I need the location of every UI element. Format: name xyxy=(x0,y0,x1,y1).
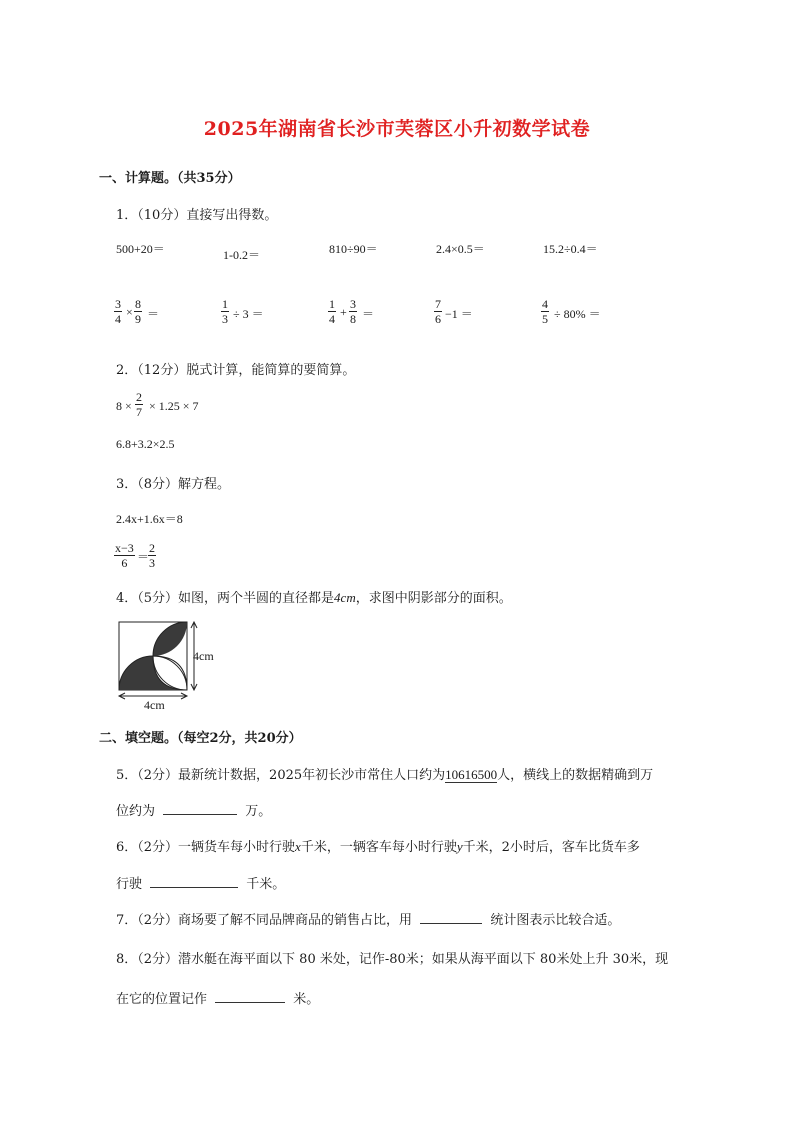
fraction: $\frac{3}{4}$ xyxy=(115,297,121,326)
shaded-region xyxy=(153,622,187,656)
question-3-label: 3．（8分）解方程。 xyxy=(116,477,231,492)
question-6-line2: 行驶 千米。 xyxy=(116,877,286,892)
answer-blank[interactable] xyxy=(163,814,237,815)
question-1-label: 1．（10分）直接写出得数。 xyxy=(116,208,278,223)
fraction: $\frac{4}{5}$ xyxy=(542,297,548,326)
fraction: $\frac{7}{6}$ xyxy=(435,297,441,326)
question-6-line1: 6．（2分）一辆货车每小时行驶x千米，一辆客车每小时行驶y千米，2小时后，客车比货车多 xyxy=(116,839,640,855)
question-2-label: 2．（12分）脱式计算，能简算的要简算。 xyxy=(116,363,356,378)
equation-1: 2.4x+1.6x＝8 xyxy=(116,512,183,526)
page-title: 2025年湖南省长沙市芙蓉区小升初数学试卷 xyxy=(203,118,591,140)
answer-blank[interactable] xyxy=(420,923,482,924)
question-7: 7．（2分）商场要了解不同品牌商品的销售占比，用 统计图表示比较合适。 xyxy=(116,913,621,928)
expression-2: 6.8+3.2×2.5 xyxy=(116,437,175,451)
dimension-label-height: 4cm xyxy=(193,649,214,663)
question-8-line1: 8．（2分）潜水艇在海平面以下 80 米处，记作-80米；如果从海平面以下 80米处上升 30米，现 xyxy=(116,952,669,967)
fraction: $\frac{x-3}{6}$ xyxy=(115,541,134,570)
section-heading-fill: 二、填空题。（每空2分，共20分） xyxy=(99,731,302,746)
fraction: $\frac{1}{3}$ xyxy=(222,297,228,326)
answer-blank[interactable] xyxy=(150,887,238,888)
calc-item: 1-0.2＝ xyxy=(223,248,260,262)
question-8-line2: 在它的位置记作 米。 xyxy=(116,992,320,1007)
answer-blank[interactable] xyxy=(215,1002,285,1003)
fraction: $\frac{1}{4}$ xyxy=(329,297,335,326)
fraction: $\frac{8}{9}$ xyxy=(135,297,141,326)
calc-item: 500+20＝ xyxy=(116,242,165,256)
fraction: $\frac{2}{7}$ xyxy=(136,390,142,419)
dimension-label-width: 4cm xyxy=(144,698,165,712)
question-4-label: 4．（5分）如图，两个半圆的直径都是4cm，求图中阴影部分的面积。 xyxy=(116,590,512,606)
calc-item: 810÷90＝ xyxy=(329,242,378,256)
fraction: $\frac{3}{8}$ xyxy=(350,297,356,326)
question-5-line1: 5．（2分）最新统计数据，2025年初长沙市常住人口约为10616500人，横线上的数据精确到万 xyxy=(116,767,654,783)
section-heading-calc: 一、计算题。（共35分） xyxy=(99,171,241,186)
calc-item: 15.2÷0.4＝ xyxy=(543,242,598,256)
fraction: $\frac{2}{3}$ xyxy=(149,541,155,570)
question-5-line2: 位约为 万。 xyxy=(116,804,272,819)
calc-item: 2.4×0.5＝ xyxy=(436,242,485,256)
